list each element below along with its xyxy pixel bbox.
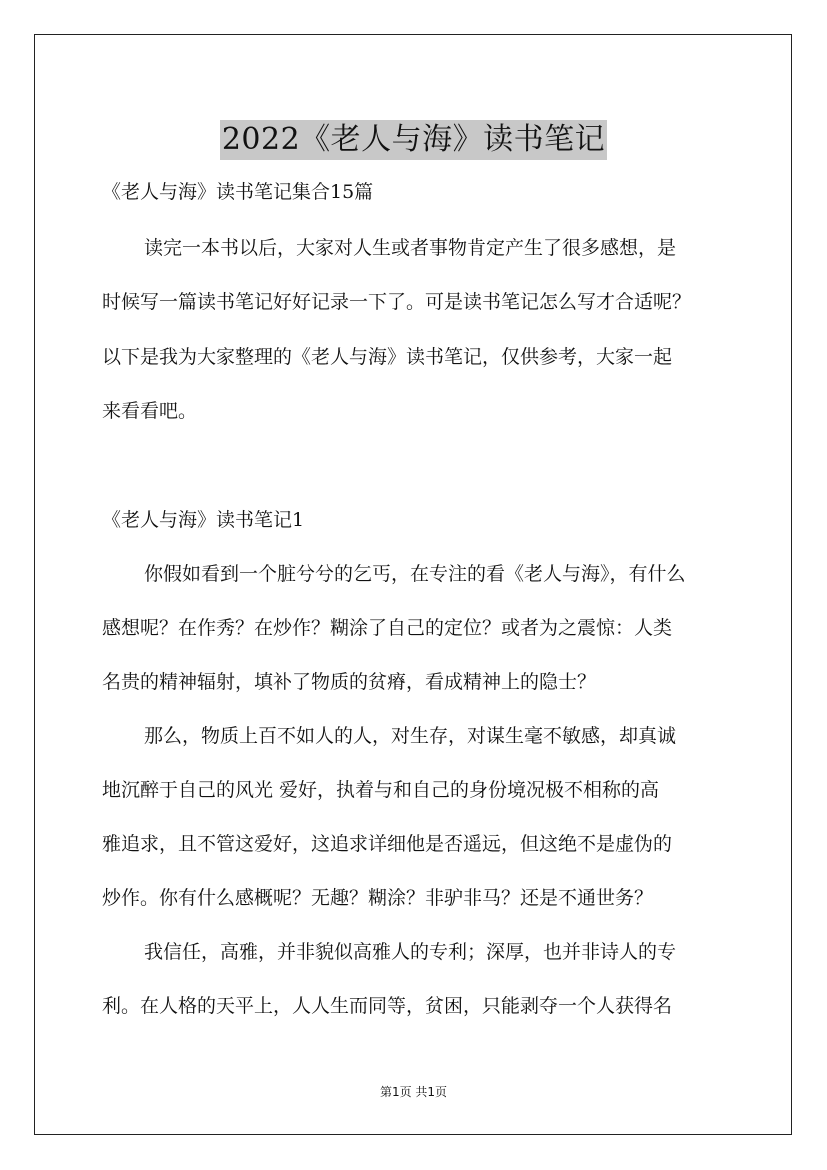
page-footer: 第1页 共1页 — [379, 1085, 448, 1099]
paragraph-line: 我信任，高雅，并非貌似高雅人的专利；深厚，也并非诗人的专 — [144, 941, 677, 963]
paragraph-line: 以下是我为大家整理的《老人与海》读书笔记，仅供参考，大家一起 — [102, 346, 673, 368]
paragraph-line: 雅追求，且不管这爱好，这追求详细他是否遥远，但这绝不是虚伪的 — [102, 833, 673, 855]
section-heading: 《老人与海》读书笔记1 — [102, 509, 305, 531]
paragraph-line: 利。在人格的天平上，人人生而同等，贫困，只能剥夺一个人获得名 — [102, 995, 673, 1017]
document-title: 2022《老人与海》读书笔记 — [220, 120, 607, 160]
paragraph-line: 读完一本书以后，大家对人生或者事物肯定产生了很多感想，是 — [144, 237, 677, 259]
paragraph-line: 名贵的精神辐射，填补了物质的贫瘠，看成精神上的隐士？ — [102, 671, 597, 693]
paragraph-line: 来看看吧。 — [102, 400, 198, 422]
paragraph-line: 感想呢？在作秀？在炒作？糊涂了自己的定位？或者为之震惊：人类 — [102, 617, 673, 639]
paragraph-line: 那么，物质上百不如人的人，对生存，对谋生毫不敏感，却真诚 — [144, 725, 677, 747]
paragraph-line: 炒作。你有什么感概呢？无趣？糊涂？非驴非马？还是不通世务？ — [102, 887, 654, 909]
paragraph-line: 时候写一篇读书笔记好好记录一下了。可是读书笔记怎么写才合适呢？ — [102, 291, 692, 313]
paragraph-line: 地沉醉于自己的风光 爱好，执着与和自己的身份境况极不相称的高 — [102, 779, 660, 801]
paragraph-line: 你假如看到一个脏兮兮的乞丐，在专注的看《老人与海》，有什么 — [144, 563, 686, 585]
title-wrap — [0, 100, 827, 180]
document-subtitle: 《老人与海》读书笔记集合15篇 — [102, 181, 374, 203]
